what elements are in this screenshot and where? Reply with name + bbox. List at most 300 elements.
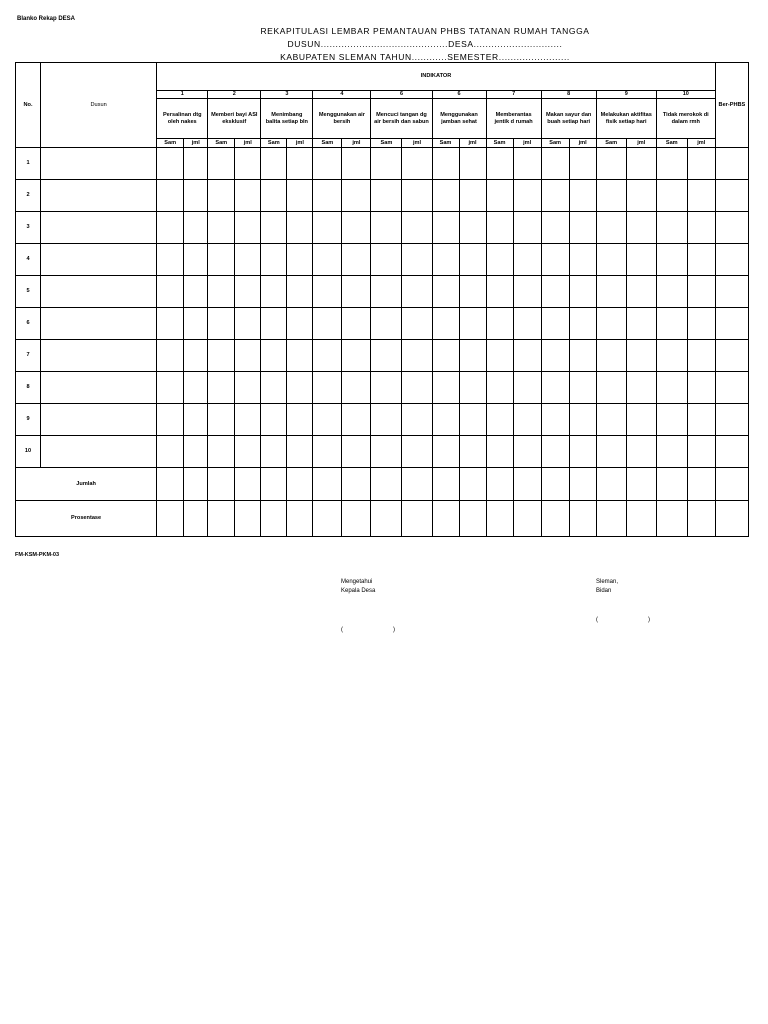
data-cell	[402, 180, 432, 212]
data-cell	[208, 244, 235, 276]
data-cell	[287, 276, 313, 308]
sub-header-jml: jml	[687, 139, 715, 148]
data-cell	[342, 404, 371, 436]
row-number: 8	[16, 372, 41, 404]
top-note: Blanko Rekap DESA	[17, 16, 76, 22]
signature-right-line2: Bidan	[596, 588, 612, 594]
data-cell	[715, 244, 748, 276]
data-cell	[459, 404, 486, 436]
data-cell	[313, 148, 342, 180]
sub-header-sam: Sam	[371, 139, 402, 148]
data-cell	[184, 212, 208, 244]
jumlah-row	[16, 468, 749, 501]
data-cell	[626, 468, 656, 501]
data-cell	[342, 276, 371, 308]
data-cell	[569, 148, 596, 180]
data-cell	[402, 404, 432, 436]
data-cell	[541, 212, 569, 244]
data-cell	[459, 244, 486, 276]
data-cell	[486, 340, 513, 372]
indicator-number: 10	[656, 91, 715, 99]
table-row	[16, 340, 749, 372]
data-cell	[287, 180, 313, 212]
data-cell	[184, 404, 208, 436]
table-row	[16, 372, 749, 404]
sub-header-jml: jml	[402, 139, 432, 148]
data-cell	[596, 180, 626, 212]
data-cell	[342, 180, 371, 212]
data-cell	[402, 276, 432, 308]
data-cell	[402, 340, 432, 372]
data-cell	[687, 276, 715, 308]
data-cell	[541, 501, 569, 537]
data-cell	[208, 340, 235, 372]
row-number: 4	[16, 244, 41, 276]
data-cell	[656, 468, 687, 501]
data-cell	[486, 148, 513, 180]
data-cell	[261, 148, 287, 180]
dusun-cell	[41, 276, 157, 308]
data-cell	[569, 468, 596, 501]
data-cell	[626, 244, 656, 276]
indicator-label: Makan sayur dan buah setiap hari	[541, 99, 596, 139]
data-cell	[235, 501, 261, 537]
data-cell	[208, 180, 235, 212]
data-cell	[569, 308, 596, 340]
data-cell	[486, 276, 513, 308]
data-cell	[626, 276, 656, 308]
data-cell	[513, 244, 541, 276]
data-cell	[157, 501, 184, 537]
data-cell	[626, 404, 656, 436]
table-row	[16, 404, 749, 436]
form-code: FM-KSM-PKM-03	[15, 552, 59, 558]
signature-right	[596, 578, 618, 596]
data-cell	[541, 308, 569, 340]
data-cell	[687, 244, 715, 276]
data-cell	[432, 468, 459, 501]
data-cell	[541, 180, 569, 212]
sub-header-jml: jml	[184, 139, 208, 148]
data-cell	[541, 244, 569, 276]
indicator-label: Menimbang balita setiap bln	[261, 99, 313, 139]
data-cell	[626, 372, 656, 404]
sub-header-jml: jml	[287, 139, 313, 148]
data-cell	[541, 436, 569, 468]
data-cell	[287, 212, 313, 244]
data-cell	[715, 148, 748, 180]
data-cell	[157, 244, 184, 276]
data-cell	[208, 501, 235, 537]
data-cell	[371, 404, 402, 436]
data-cell	[184, 244, 208, 276]
sub-header-sam: Sam	[261, 139, 287, 148]
data-cell	[287, 372, 313, 404]
data-cell	[157, 404, 184, 436]
sub-header-jml: jml	[513, 139, 541, 148]
data-cell	[569, 180, 596, 212]
data-cell	[596, 244, 626, 276]
data-cell	[626, 148, 656, 180]
data-cell	[261, 212, 287, 244]
dusun-cell	[41, 436, 157, 468]
table-row	[16, 212, 749, 244]
dusun-cell	[41, 148, 157, 180]
data-cell	[313, 372, 342, 404]
data-cell	[371, 436, 402, 468]
data-cell	[569, 436, 596, 468]
sub-header-sam: Sam	[596, 139, 626, 148]
data-cell	[486, 244, 513, 276]
data-cell	[715, 308, 748, 340]
data-cell	[342, 244, 371, 276]
data-cell	[287, 404, 313, 436]
data-cell	[715, 180, 748, 212]
data-cell	[541, 276, 569, 308]
data-cell	[459, 501, 486, 537]
data-cell	[486, 372, 513, 404]
data-cell	[313, 468, 342, 501]
data-cell	[626, 340, 656, 372]
signature-right-paren: ( )	[596, 617, 651, 623]
data-cell	[715, 501, 748, 537]
indicator-number: 1	[157, 91, 208, 99]
data-cell	[486, 404, 513, 436]
dusun-cell	[41, 244, 157, 276]
row-number: 9	[16, 404, 41, 436]
data-cell	[513, 148, 541, 180]
data-cell	[569, 212, 596, 244]
data-cell	[486, 501, 513, 537]
table-row	[16, 276, 749, 308]
data-cell	[432, 212, 459, 244]
data-cell	[459, 340, 486, 372]
data-cell	[157, 340, 184, 372]
data-cell	[432, 148, 459, 180]
table-row	[16, 308, 749, 340]
row-number: 1	[16, 148, 41, 180]
data-cell	[157, 436, 184, 468]
title-line-1: REKAPITULASI LEMBAR PEMANTAUAN PHBS TATANAN RUMAH TANGGA	[260, 26, 590, 36]
row-number: 10	[16, 436, 41, 468]
data-cell	[371, 148, 402, 180]
data-cell	[596, 436, 626, 468]
data-cell	[313, 244, 342, 276]
signature-left-line2: Kepala Desa	[341, 588, 376, 594]
data-cell	[208, 436, 235, 468]
table-row	[16, 244, 749, 276]
data-cell	[596, 276, 626, 308]
indicator-label: Mencuci tangan dg air bersih dan sabun	[371, 99, 432, 139]
indicator-number: 9	[596, 91, 656, 99]
row-number: 6	[16, 308, 41, 340]
indicator-label: Memberi bayi ASI eksklusif	[208, 99, 261, 139]
data-cell	[432, 244, 459, 276]
sub-header-jml: jml	[235, 139, 261, 148]
data-cell	[432, 501, 459, 537]
data-cell	[342, 372, 371, 404]
data-cell	[541, 148, 569, 180]
sub-header-jml: jml	[342, 139, 371, 148]
indicator-label: Melakukan aktifitas fisik setiap hari	[596, 99, 656, 139]
data-cell	[208, 212, 235, 244]
data-cell	[656, 180, 687, 212]
data-cell	[261, 340, 287, 372]
data-cell	[371, 308, 402, 340]
data-cell	[513, 212, 541, 244]
data-cell	[313, 180, 342, 212]
data-cell	[596, 404, 626, 436]
data-cell	[596, 308, 626, 340]
data-cell	[402, 372, 432, 404]
data-cell	[687, 436, 715, 468]
data-cell	[656, 404, 687, 436]
signature-right-line1: Sleman,	[596, 579, 619, 585]
row-number: 2	[16, 180, 41, 212]
data-cell	[157, 148, 184, 180]
data-cell	[157, 180, 184, 212]
data-cell	[371, 212, 402, 244]
data-cell	[313, 404, 342, 436]
data-cell	[596, 212, 626, 244]
row-number: 7	[16, 340, 41, 372]
data-cell	[459, 148, 486, 180]
data-cell	[261, 404, 287, 436]
data-cell	[371, 340, 402, 372]
data-cell	[261, 468, 287, 501]
data-cell	[313, 340, 342, 372]
data-cell	[261, 436, 287, 468]
data-cell	[626, 212, 656, 244]
sub-header-jml: jml	[626, 139, 656, 148]
data-cell	[513, 404, 541, 436]
data-cell	[184, 436, 208, 468]
data-cell	[342, 308, 371, 340]
data-cell	[656, 501, 687, 537]
row-number: 3	[16, 212, 41, 244]
data-cell	[402, 436, 432, 468]
data-cell	[157, 212, 184, 244]
data-cell	[715, 372, 748, 404]
data-cell	[513, 180, 541, 212]
data-cell	[656, 308, 687, 340]
data-cell	[342, 340, 371, 372]
prosentase-row	[16, 501, 749, 537]
data-cell	[342, 436, 371, 468]
data-cell	[371, 244, 402, 276]
indicator-label: Tidak merokok di dalam rmh	[656, 99, 715, 139]
data-cell	[513, 340, 541, 372]
data-cell	[235, 404, 261, 436]
data-cell	[513, 276, 541, 308]
table-row	[16, 436, 749, 468]
indicator-label: Memberantas jentik d rumah	[486, 99, 541, 139]
data-cell	[261, 372, 287, 404]
data-cell	[687, 372, 715, 404]
data-cell	[235, 148, 261, 180]
data-cell	[715, 436, 748, 468]
signature-left-line1: Mengetahui	[341, 579, 373, 585]
data-cell	[235, 340, 261, 372]
prosentase-label: Prosentase	[16, 501, 157, 537]
table-row	[16, 180, 749, 212]
dusun-cell	[41, 404, 157, 436]
data-cell	[715, 276, 748, 308]
col-dusun-header: Dusun	[41, 63, 157, 148]
data-cell	[626, 436, 656, 468]
indicator-label: Menggunakan air bersih	[313, 99, 371, 139]
data-cell	[287, 148, 313, 180]
data-cell	[432, 180, 459, 212]
data-cell	[432, 276, 459, 308]
data-cell	[459, 212, 486, 244]
header-row-1	[16, 63, 749, 91]
data-cell	[513, 436, 541, 468]
indicator-number: 6	[371, 91, 432, 99]
dusun-cell	[41, 180, 157, 212]
data-cell	[596, 501, 626, 537]
title-line-3: KABUPATEN SLEMAN TAHUN............SEMESTER........................	[280, 52, 570, 62]
data-cell	[371, 501, 402, 537]
data-cell	[235, 468, 261, 501]
data-cell	[541, 340, 569, 372]
data-cell	[656, 276, 687, 308]
data-cell	[569, 244, 596, 276]
sub-header-sam: Sam	[313, 139, 342, 148]
data-cell	[157, 468, 184, 501]
data-cell	[208, 372, 235, 404]
data-cell	[287, 340, 313, 372]
data-cell	[459, 276, 486, 308]
indicator-number: 2	[208, 91, 261, 99]
data-cell	[596, 148, 626, 180]
data-cell	[287, 501, 313, 537]
dusun-cell	[41, 308, 157, 340]
data-cell	[342, 501, 371, 537]
data-cell	[459, 436, 486, 468]
data-cell	[184, 468, 208, 501]
data-cell	[157, 308, 184, 340]
data-cell	[486, 180, 513, 212]
data-cell	[486, 468, 513, 501]
data-cell	[235, 372, 261, 404]
data-cell	[235, 436, 261, 468]
data-cell	[261, 276, 287, 308]
data-cell	[541, 404, 569, 436]
data-cell	[687, 180, 715, 212]
data-cell	[313, 276, 342, 308]
indicator-label: Persalinan dtg oleh nakes	[157, 99, 208, 139]
data-cell	[459, 372, 486, 404]
data-cell	[656, 148, 687, 180]
data-cell	[459, 308, 486, 340]
data-cell	[402, 148, 432, 180]
data-cell	[687, 468, 715, 501]
data-cell	[313, 436, 342, 468]
data-cell	[432, 404, 459, 436]
indicator-label: Menggunakan jamban sehat	[432, 99, 486, 139]
data-cell	[687, 212, 715, 244]
row-number: 5	[16, 276, 41, 308]
sub-header-sam: Sam	[541, 139, 569, 148]
data-cell	[313, 501, 342, 537]
data-cell	[287, 244, 313, 276]
data-cell	[513, 308, 541, 340]
indicator-number: 4	[313, 91, 371, 99]
indicator-number: 6	[432, 91, 486, 99]
data-cell	[184, 276, 208, 308]
data-cell	[715, 468, 748, 501]
data-cell	[541, 372, 569, 404]
data-cell	[486, 212, 513, 244]
sub-header-sam: Sam	[656, 139, 687, 148]
data-cell	[569, 372, 596, 404]
data-cell	[596, 468, 626, 501]
data-cell	[157, 276, 184, 308]
jumlah-label: Jumlah	[16, 468, 157, 501]
data-cell	[656, 436, 687, 468]
data-cell	[513, 501, 541, 537]
data-cell	[656, 212, 687, 244]
data-cell	[184, 180, 208, 212]
data-cell	[235, 244, 261, 276]
data-cell	[687, 404, 715, 436]
data-cell	[287, 436, 313, 468]
data-cell	[184, 501, 208, 537]
sub-header-sam: Sam	[486, 139, 513, 148]
data-cell	[656, 372, 687, 404]
data-cell	[287, 308, 313, 340]
data-cell	[371, 276, 402, 308]
data-cell	[184, 308, 208, 340]
data-cell	[261, 244, 287, 276]
data-cell	[687, 148, 715, 180]
indicator-number: 8	[541, 91, 596, 99]
data-cell	[208, 404, 235, 436]
sub-header-sam: Sam	[432, 139, 459, 148]
sub-header-sam: Sam	[208, 139, 235, 148]
data-cell	[596, 340, 626, 372]
data-cell	[626, 501, 656, 537]
data-cell	[432, 308, 459, 340]
col-no-header: No.	[16, 63, 41, 148]
data-cell	[513, 468, 541, 501]
data-cell	[157, 372, 184, 404]
data-cell	[402, 244, 432, 276]
indicator-number: 3	[261, 91, 313, 99]
data-cell	[541, 468, 569, 501]
data-cell	[432, 340, 459, 372]
recap-table	[15, 62, 749, 537]
data-cell	[687, 501, 715, 537]
data-cell	[342, 212, 371, 244]
sub-header-jml: jml	[459, 139, 486, 148]
data-cell	[513, 372, 541, 404]
data-cell	[486, 436, 513, 468]
data-cell	[432, 372, 459, 404]
data-cell	[459, 180, 486, 212]
data-cell	[626, 308, 656, 340]
data-cell	[486, 308, 513, 340]
data-cell	[342, 468, 371, 501]
data-cell	[235, 212, 261, 244]
data-cell	[261, 308, 287, 340]
data-cell	[208, 148, 235, 180]
dusun-cell	[41, 372, 157, 404]
data-cell	[569, 340, 596, 372]
data-cell	[371, 468, 402, 501]
data-cell	[687, 340, 715, 372]
